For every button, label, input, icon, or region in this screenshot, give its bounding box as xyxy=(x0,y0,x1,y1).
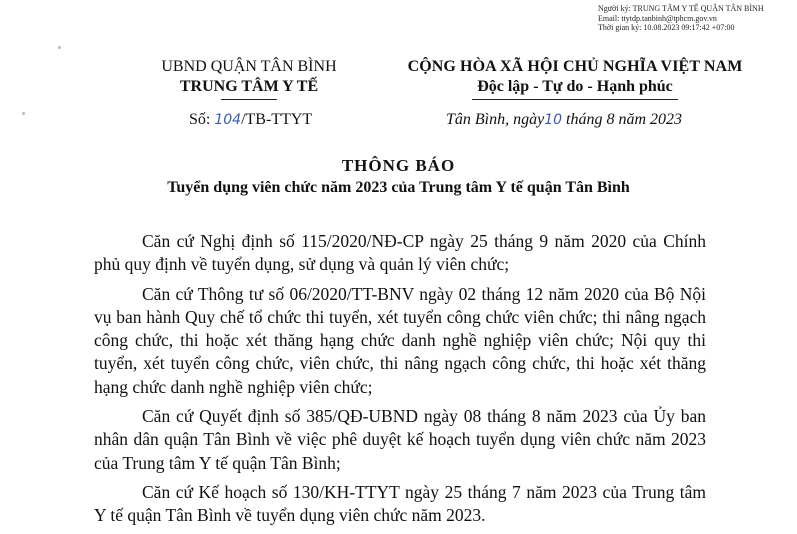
paragraph-legal-basis-3: Căn cứ Quyết định số 385/QĐ-UBND ngày 08 tháng 8 năm 2023 của Ủy ban nhân dân quận Tân Bình về việc phê duyệt kế hoạch tuyển dụng viên chức năm 2023 của Trung tâm Y tế quận Tân Bình; xyxy=(94,406,706,473)
paragraph-legal-basis-4: Căn cứ Kế hoạch số 130/KH-TTYT ngày 25 tháng 7 năm 2023 của Trung tâm Y tế quận Tân Bình về tuyển dụng viên chức năm 2023. xyxy=(94,481,706,526)
notice-title: THÔNG BÁO xyxy=(341,156,456,175)
signature-time: Thời gian ký: 10.08.2023 09:17:42 +07:00 xyxy=(598,23,735,32)
scan-speck xyxy=(22,112,25,115)
agency-name: TRUNG TÂM Y TẾ xyxy=(179,78,319,95)
national-motto: Độc lập - Tự do - Hạnh phúc xyxy=(477,78,673,95)
date-prefix: Tân Bình, ngày xyxy=(446,111,545,128)
paragraph-legal-basis-2: Căn cứ Thông tư số 06/2020/TT-BNV ngày 02 tháng 12 năm 2020 của Bộ Nội vụ ban hành Quy chế tổ chức thi tuyển, xét tuyển công chức viên chức; thi nâng ngạch công chức, thi hoặc xét thăng hạng chức danh nghề nghiệp viên chức; Nội quy thi tuyển, xét tuyển công chức, viên chức, thi nâng ngạch công chức, thi hoặc xét thăng hạng chức danh nghề nghiệp viên chức; xyxy=(94,283,706,397)
paragraph-legal-basis-1: Căn cứ Nghị định số 115/2020/NĐ-CP ngày 25 tháng 9 năm 2020 của Chính phủ quy định về tuyển dụng, sử dụng và quản lý viên chức; xyxy=(94,231,706,275)
issuing-agency-header xyxy=(160,56,338,100)
country-name: CỘNG HÒA XÃ HỘI CHỦ NGHĨA VIỆT NAM xyxy=(407,58,743,75)
agency-parent: UBND QUẬN TÂN BÌNH xyxy=(161,58,337,75)
motto-underline xyxy=(472,99,678,100)
document-date xyxy=(446,110,682,130)
doc-number-suffix: /TB-TTYT xyxy=(241,111,313,128)
national-motto-header xyxy=(394,56,756,100)
date-day-handwritten: 10 xyxy=(544,112,563,128)
doc-number-handwritten: 104 xyxy=(214,112,242,128)
scan-speck xyxy=(58,46,61,49)
digital-signature-block xyxy=(598,4,794,33)
document-body xyxy=(94,230,706,534)
document-number xyxy=(189,110,312,130)
signature-signer: Người ký: TRUNG TÂM Y TẾ QUẬN TÂN BÌNH xyxy=(598,4,764,13)
notice-subtitle: Tuyển dụng viên chức năm 2023 của Trung tâm Y tế quận Tân Bình xyxy=(167,179,630,196)
agency-underline xyxy=(221,99,277,100)
date-suffix: tháng 8 năm 2023 xyxy=(562,111,683,128)
signature-email: Email: ttytdp.tanbinh@tphcm.gov.vn xyxy=(598,13,717,23)
doc-number-prefix: Số: xyxy=(189,111,215,128)
